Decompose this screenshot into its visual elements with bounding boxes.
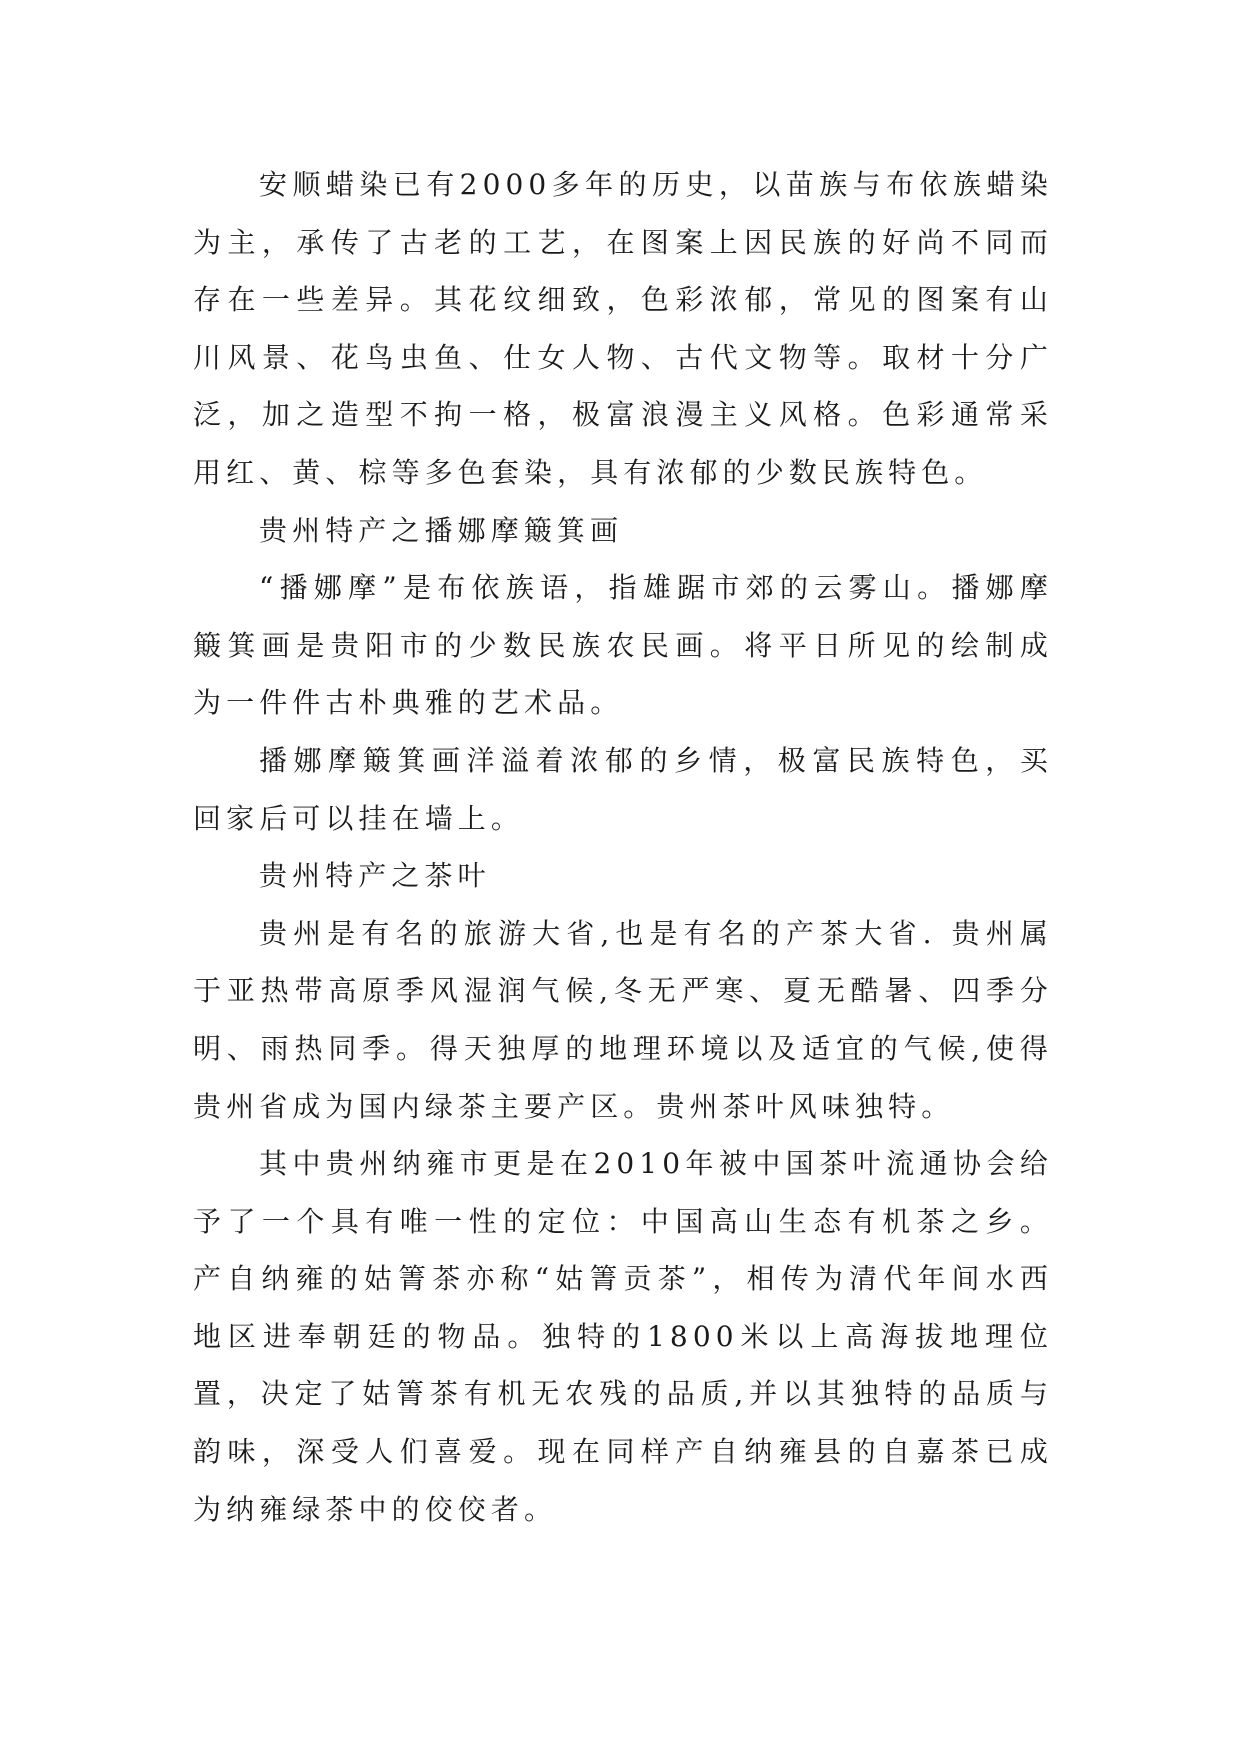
document-page [193, 156, 1053, 1538]
paragraph-bonamo-feature: 播娜摩簸箕画洋溢着浓郁的乡情，极富民族特色，买回家后可以挂在墙上。 [193, 743, 1053, 835]
paragraph-batik: 安顺蜡染已有2000多年的历史，以苗族与布依族蜡染为主，承传了古老的工艺，在图案上因民族的好尚不同而存在一些差异。其花纹细致，色彩浓郁，常见的图案有山川风景、花鸟虫鱼、仕女人物、古代文物等。取材十分广泛，加之造型不拘一格，极富浪漫主义风格。色彩通常采用红、黄、棕等多色套染，具有浓郁的少数民族特色。 [193, 168, 1053, 489]
section-heading-bojiphua: 贵州特产之播娜摩簸箕画 [259, 513, 624, 547]
section-heading-tea: 贵州特产之茶叶 [259, 859, 491, 893]
paragraph-bonamo-intro: “播娜摩”是布依族语，指雄踞市郊的云雾山。播娜摩簸箕画是贵阳市的少数民族农民画。将平日所见的绘制成为一件件古朴典雅的艺术品。 [193, 571, 1053, 720]
paragraph-nayong-tea: 其中贵州纳雍市更是在2010年被中国茶叶流通协会给予了一个具有唯一性的定位：中国高山生态有机茶之乡。产自纳雍的姑箐茶亦称“姑箐贡茶”，相传为清代年间水西地区进奉朝廷的物品。独特的1800米以上高海拔地理位置，决定了姑箐茶有机无农残的品质,并以其独特的品质与韵味，深受人们喜爱。现在同样产自纳雍县的自嘉茶已成为纳雍绿茶中的佼佼者。 [193, 1147, 1053, 1526]
paragraph-tea-intro: 贵州是有名的旅游大省,也是有名的产茶大省. 贵州属于亚热带高原季风湿润气候,冬无严寒、夏无酷暑、四季分明、雨热同季。得天独厚的地理环境以及适宜的气候,使得贵州省成为国内绿茶主要产区。贵州茶叶风味独特。 [193, 916, 1053, 1123]
